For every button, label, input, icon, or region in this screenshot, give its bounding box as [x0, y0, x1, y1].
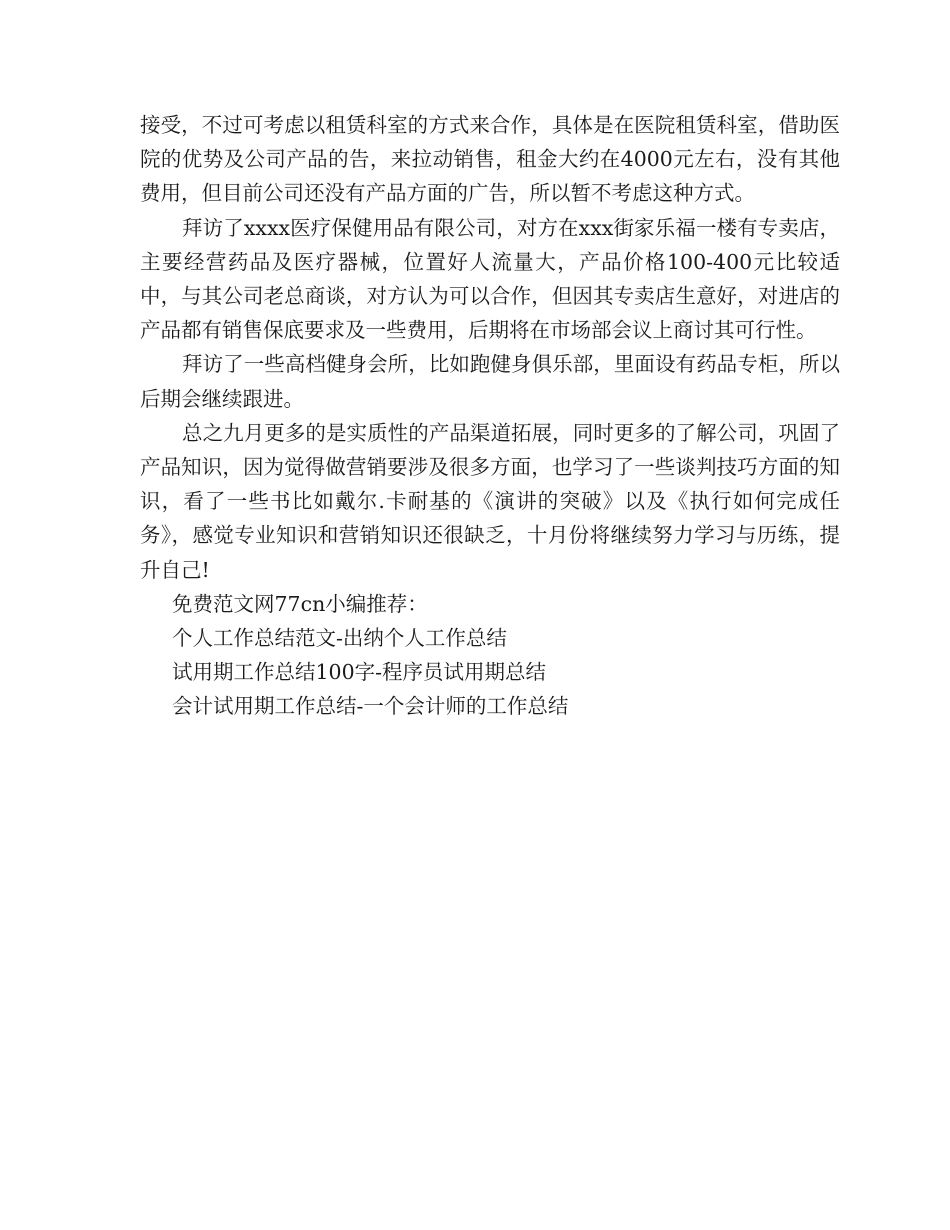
paragraph-visit-medical-company: 拜访了xxxx医疗保健用品有限公司，对方在xxx街家乐福一楼有专卖店，主要经营药品及医疗器械，位置好人流量大，产品价格100-400元比较适中，与其公司老总商谈，对方认为可以合作，但因其专卖店生意好，对进店的产品都有销售保底要求及一些费用，后期将在市场部会议上商讨其可行性。	[140, 215, 840, 343]
paragraph-continued: 接受，不过可考虑以租赁科室的方式来合作，具体是在医院租赁科室，借助医院的优势及公司产品的告，来拉动销售，租金大约在4000元左右，没有其他费用，但目前公司还没有产品方面的广告，所以暂不考虑这种方式。	[140, 113, 840, 206]
paragraph-visit-fitness-clubs: 拜访了一些高档健身会所，比如跑健身俱乐部，里面设有药品专柜，所以后期会继续跟进。	[140, 352, 840, 411]
paragraph-summary: 总之九月更多的是实质性的产品渠道拓展，同时更多的了解公司，巩固了产品知识，因为觉得做营销要涉及很多方面，也学习了一些谈判技巧方面的知识，看了一些书比如戴尔.卡耐基的《演讲的突破》以及《执行如何完成任务》，感觉专业知识和营销知识还很缺乏，十月份将继续努力学习与历练，提升自己!	[140, 420, 840, 582]
recommend-link-3[interactable]: 会计试用期工作总结-一个会计师的工作总结	[172, 694, 569, 719]
recommend-heading: 免费范文网77cn小编推荐：	[172, 591, 428, 616]
recommend-link-1[interactable]: 个人工作总结范文-出纳个人工作总结	[172, 626, 507, 651]
document-body	[140, 108, 840, 724]
recommend-link-2[interactable]: 试用期工作总结100字-程序员试用期总结	[172, 660, 547, 685]
